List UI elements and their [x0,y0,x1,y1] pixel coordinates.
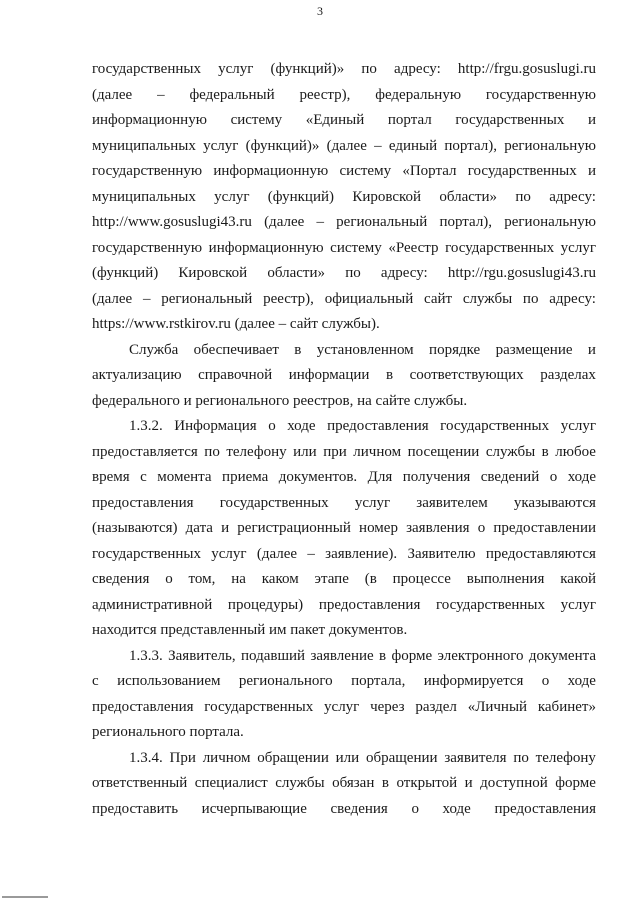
word: адресу: [549,290,596,307]
word: обязан [332,775,375,791]
word: области» [267,265,326,281]
word: региональный [336,214,428,230]
word: – [316,214,324,230]
word: или [293,443,317,460]
word: и [587,163,596,179]
word: (функций) [92,265,159,281]
word: услуг [218,61,254,77]
word: Кировской [178,265,248,281]
word: личном [353,443,402,460]
word: информационную [208,239,324,256]
word: обращении [365,749,438,766]
word: государственных [445,239,555,256]
word: о [477,520,486,536]
word: доступной [480,775,548,791]
word: региональный [161,290,253,307]
word: о [541,673,550,689]
word: (далее [264,214,305,230]
word: регистрационный [237,520,351,536]
word: справочной [198,367,273,383]
word: по [361,61,377,77]
word: 1.3.4. [129,749,163,766]
text-line [92,261,596,287]
text-line [92,57,596,83]
word: в [379,647,387,664]
word: (далее [92,86,133,103]
word: http://frgu.gosuslugi.ru [457,61,596,77]
word: ходе [567,673,596,689]
word: сайт [424,290,453,307]
word: ответственный [92,775,188,791]
word: 1.3.3. [129,647,163,664]
word: на [231,571,246,587]
text-line [92,210,596,236]
word: использованием [117,673,221,689]
word: официальный [324,290,414,307]
word: адресу: [549,188,596,205]
word: государственную [485,86,596,103]
word: региональную [504,214,596,230]
word: личном [202,749,251,766]
word: услуг [560,239,596,256]
text-line [92,465,596,491]
word: через [370,698,405,715]
word: соответствующих [409,367,524,383]
word: услуг [354,494,391,511]
word: время [92,469,130,485]
text-line [92,363,596,389]
word: службы [275,775,325,791]
word: Заявитель, [168,647,236,664]
word: том, [188,571,216,587]
word: – [374,137,382,154]
word: ходе [567,469,596,485]
word: федеральный [189,86,275,103]
word: документа [528,647,596,664]
word: предоставляются [485,545,596,562]
word: получения [402,469,471,485]
word: портал), [444,137,497,154]
word: заявление [310,647,374,664]
text-line [92,440,596,466]
word: адресу: [394,61,441,77]
word: и [464,775,473,791]
word: обращении [257,749,329,766]
text-line [92,159,596,185]
word: (в [364,571,377,587]
text-line [92,771,596,797]
word: исчерпывающие [201,800,307,817]
word: услуг [211,545,247,562]
word: Заявителю [407,545,476,562]
word: по [345,265,361,281]
word: государственных [92,545,201,562]
word: При [169,749,196,766]
word: Служба [129,341,179,358]
word: портал), [439,214,493,230]
word: ходе [287,418,316,434]
text-line [92,287,596,313]
word: кабинет» [537,698,596,715]
word: указываются [513,494,596,511]
footer-rule [2,896,48,898]
text-line: федерального и регионального реестров, на сайте службы. [92,392,468,409]
word: и [587,112,596,128]
word: области» [439,188,498,205]
word: (называются) [92,520,178,536]
text-line [92,516,596,542]
word: государственную [92,163,203,179]
text-line [92,338,596,364]
word: в [381,775,389,791]
word: о [549,469,558,485]
word: и [221,520,230,536]
word: актуализацию [92,367,182,383]
word: адресу: [380,265,428,281]
text-line: регионального портала. [92,724,244,740]
word: предоставления [92,698,194,715]
word: заявление). [325,545,398,562]
word: раздел [415,698,457,715]
word: систему [339,163,392,179]
word: информационную [92,112,207,128]
word: в [541,443,549,460]
word: заявления [406,520,470,536]
word: приема [222,469,269,485]
word: услуг [560,418,596,434]
text-line [92,669,596,695]
word: специалист [194,775,268,791]
word: открытой [396,775,458,791]
word: телефону [535,749,596,766]
word: или [335,749,360,766]
word: – [157,86,165,103]
text-line [92,593,596,619]
paragraph [92,414,596,644]
text-line [92,185,596,211]
word: в [294,341,302,358]
text-line [92,695,596,721]
word: государственных [436,596,545,613]
word: государственных [467,163,577,179]
paragraph [92,746,596,823]
word: какой [560,571,596,587]
word: (функций)» [270,61,345,77]
word: по [522,290,539,307]
text-line [92,134,596,160]
word: «Единый [305,112,365,128]
word: по [515,188,531,205]
word: – [307,545,315,562]
word: услуг [203,137,239,154]
word: единый [388,137,438,154]
word: предоставления [494,800,596,817]
word: муниципальных [92,137,196,154]
word: и [587,341,596,358]
word: Для [367,469,393,485]
word: сведения [92,571,150,587]
word: подавший [240,647,306,664]
word: Информация [174,418,257,434]
word: муниципальных [92,188,196,205]
word: http://www.gosuslugi43.ru [92,214,252,230]
text-line [92,542,596,568]
word: (далее [326,137,367,154]
word: форме [555,775,596,791]
word: процедуры) [227,596,304,613]
word: реестр), [299,86,351,103]
text-line [92,797,596,823]
word: предоставлении [493,520,596,536]
word: «Портал [402,163,457,179]
word: услуг [324,698,360,715]
word: (функций)» [245,137,320,154]
word: службы [462,290,513,307]
paragraph [92,644,596,746]
word: http://rgu.gosuslugi43.ru [447,265,596,281]
word: (функций) [267,188,335,205]
text-line [92,491,596,517]
word: государственную [92,239,203,256]
word: предоставления [92,494,194,511]
word: ходе [442,800,471,817]
word: дата [185,520,213,536]
word: по [204,443,220,460]
word: посещении [407,443,480,460]
text-line [92,236,596,262]
word: Кировской [352,188,422,205]
word: заявителем [416,494,488,511]
word: (далее [256,545,298,562]
word: государственных [92,61,201,77]
word: номер [359,520,398,536]
word: о [165,571,173,587]
word: государственных [440,418,550,434]
word: информационную [213,163,329,179]
word: службы [485,443,536,460]
text-line: находится представленный им пакет документов. [92,622,408,638]
word: систему [230,112,283,128]
word: предоставления [318,596,421,613]
text-line: https://www.rstkirov.ru (далее – сайт службы). [92,316,380,332]
word: (далее [92,290,133,307]
word: реестр), [263,290,314,307]
word: телефону [226,443,287,460]
word: информируется [423,673,524,689]
paragraph [92,338,596,415]
word: сведений [480,469,540,485]
word: государственных [204,698,314,715]
word: любое [555,443,596,460]
word: государственных [219,494,329,511]
word: услуг [214,188,250,205]
text-line [92,414,596,440]
word: «Личный [467,698,528,715]
word: государственных [455,112,565,128]
word: предоставить [92,800,179,817]
word: процессе [392,571,451,587]
word: сведения [330,800,388,817]
word: форме [391,647,433,664]
word: порядке [429,341,481,358]
word: с [92,673,99,689]
word: в [385,367,394,383]
word: предоставляется [92,443,198,460]
word: по [513,749,529,766]
word: 1.3.2. [129,418,163,434]
word: при [323,443,347,460]
word: разделах [540,367,596,383]
word: систему [330,239,382,256]
document-body [92,57,596,822]
word: с [140,469,147,485]
word: предоставления [327,418,429,434]
word: этапе [314,571,349,587]
word: – [142,290,151,307]
word: документов. [278,469,358,485]
word: обеспечивает [193,341,279,358]
word: услуг [560,596,596,613]
text-line [92,567,596,593]
text-line [92,108,596,134]
word: каком [261,571,299,587]
word: регионального [238,673,333,689]
word: региональную [504,137,596,154]
word: «Реестр [388,239,439,256]
text-line [92,83,596,109]
word: портал [387,112,432,128]
word: заявителя [444,749,507,766]
word: федеральную [375,86,462,103]
word: электронного [437,647,524,664]
word: административной [92,596,213,613]
text-line [92,746,596,772]
word: выполнения [466,571,545,587]
paragraph [92,57,596,338]
word: установленном [316,341,414,358]
page-number: 3 [317,4,323,18]
word: размещение [495,341,573,358]
text-line [92,644,596,670]
word: о [268,418,276,434]
word: о [411,800,419,817]
word: момента [157,469,212,485]
word: информации [288,367,370,383]
word: портала, [351,673,406,689]
